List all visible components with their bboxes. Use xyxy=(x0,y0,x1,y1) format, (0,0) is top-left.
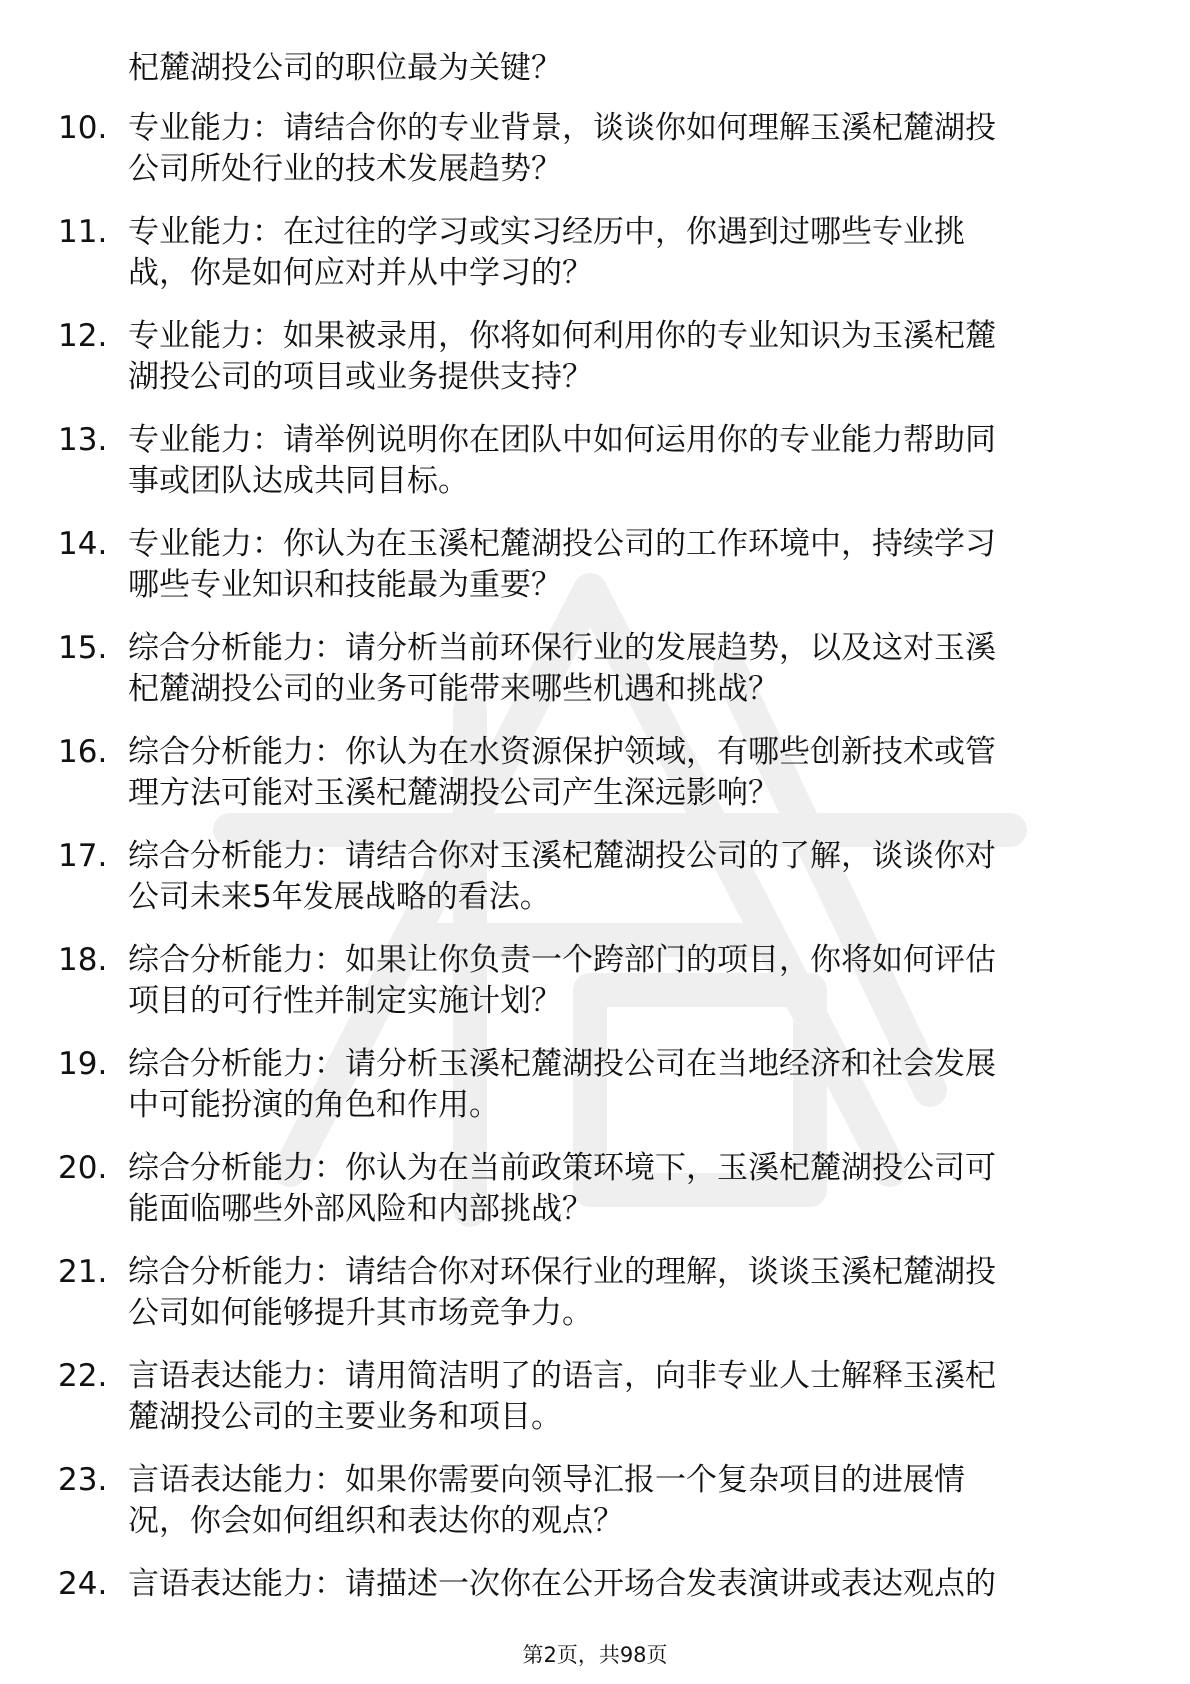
question-text-line: 战，你是如何应对并从中学习的？ xyxy=(128,255,593,291)
question-text-line: 综合分析能力：请分析当前环保行业的发展趋势，以及这对玉溪 xyxy=(128,630,996,666)
question-text-line: 综合分析能力：请分析玉溪杞麓湖投公司在当地经济和社会发展 xyxy=(128,1046,996,1082)
question-text-line: 综合分析能力：你认为在水资源保护领域，有哪些创新技术或管 xyxy=(128,734,996,770)
question-text-line: 综合分析能力：你认为在当前政策环境下，玉溪杞麓湖投公司可 xyxy=(128,1150,996,1186)
question-text-line: 专业能力：请结合你的专业背景，谈谈你如何理解玉溪杞麓湖投 xyxy=(128,110,996,146)
question-item xyxy=(0,1148,1190,1252)
question-item xyxy=(0,108,1190,212)
question-text-line: 况，你会如何组织和表达你的观点？ xyxy=(128,1503,624,1539)
question-number: 16. xyxy=(58,734,108,770)
question-item xyxy=(0,628,1190,732)
question-text-line: 综合分析能力：请结合你对环保行业的理解，谈谈玉溪杞麓湖投 xyxy=(128,1254,996,1290)
question-number: 14. xyxy=(58,526,108,562)
question-text-line: 哪些专业知识和技能最为重要？ xyxy=(128,567,562,603)
question-list xyxy=(0,108,1190,1668)
question-number: 18. xyxy=(58,942,108,978)
question-text-line: 专业能力：请举例说明你在团队中如何运用你的专业能力帮助同 xyxy=(128,422,996,458)
question-text-line: 湖投公司的项目或业务提供支持？ xyxy=(128,359,593,395)
question-text-line: 杞麓湖投公司的业务可能带来哪些机遇和挑战？ xyxy=(128,671,779,707)
question-number: 23. xyxy=(58,1462,108,1498)
question-number: 12. xyxy=(58,318,108,354)
question-number: 19. xyxy=(58,1046,108,1082)
question-item xyxy=(0,420,1190,524)
question-text-line: 麓湖投公司的主要业务和项目。 xyxy=(128,1399,562,1435)
question-text-line: 言语表达能力：请描述一次你在公开场合发表演讲或表达观点的 xyxy=(128,1566,996,1602)
continuation-line: 杞麓湖投公司的职位最为关键？ xyxy=(128,50,562,86)
question-item xyxy=(0,1460,1190,1564)
question-number: 15. xyxy=(58,630,108,666)
question-number: 17. xyxy=(58,838,108,874)
question-text-line: 理方法可能对玉溪杞麓湖投公司产生深远影响？ xyxy=(128,775,779,811)
question-text-line: 专业能力：你认为在玉溪杞麓湖投公司的工作环境中，持续学习 xyxy=(128,526,996,562)
question-number: 20. xyxy=(58,1150,108,1186)
question-text-line: 综合分析能力：请结合你对玉溪杞麓湖投公司的了解，谈谈你对 xyxy=(128,838,996,874)
question-text-line: 公司如何能够提升其市场竞争力。 xyxy=(128,1295,593,1331)
question-number: 24. xyxy=(58,1566,108,1602)
question-text-line: 专业能力：如果被录用，你将如何利用你的专业知识为玉溪杞麓 xyxy=(128,318,996,354)
question-item xyxy=(0,1044,1190,1148)
question-text-line: 事或团队达成共同目标。 xyxy=(128,463,469,499)
question-number: 10. xyxy=(58,110,108,146)
question-item xyxy=(0,316,1190,420)
question-number: 11. xyxy=(58,214,108,250)
question-text-line: 公司未来5年发展战略的看法。 xyxy=(128,879,551,915)
question-text-line: 言语表达能力：如果你需要向领导汇报一个复杂项目的进展情 xyxy=(128,1462,965,1498)
question-item xyxy=(0,1252,1190,1356)
question-text-line: 能面临哪些外部风险和内部挑战？ xyxy=(128,1191,593,1227)
question-number: 22. xyxy=(58,1358,108,1394)
question-item xyxy=(0,940,1190,1044)
question-text-line: 专业能力：在过往的学习或实习经历中，你遇到过哪些专业挑 xyxy=(128,214,965,250)
question-number: 21. xyxy=(58,1254,108,1290)
question-number: 13. xyxy=(58,422,108,458)
question-text-line: 项目的可行性并制定实施计划？ xyxy=(128,983,562,1019)
question-item xyxy=(0,212,1190,316)
question-item xyxy=(0,732,1190,836)
question-item xyxy=(0,1356,1190,1460)
question-text-line: 中可能扮演的角色和作用。 xyxy=(128,1087,500,1123)
question-text-line: 言语表达能力：请用简洁明了的语言，向非专业人士解释玉溪杞 xyxy=(128,1358,996,1394)
question-text-line: 公司所处行业的技术发展趋势？ xyxy=(128,151,562,187)
question-text-line: 综合分析能力：如果让你负责一个跨部门的项目，你将如何评估 xyxy=(128,942,996,978)
question-item xyxy=(0,524,1190,628)
question-item xyxy=(0,836,1190,940)
page-footer: 第2页，共98页 xyxy=(522,1643,668,1667)
